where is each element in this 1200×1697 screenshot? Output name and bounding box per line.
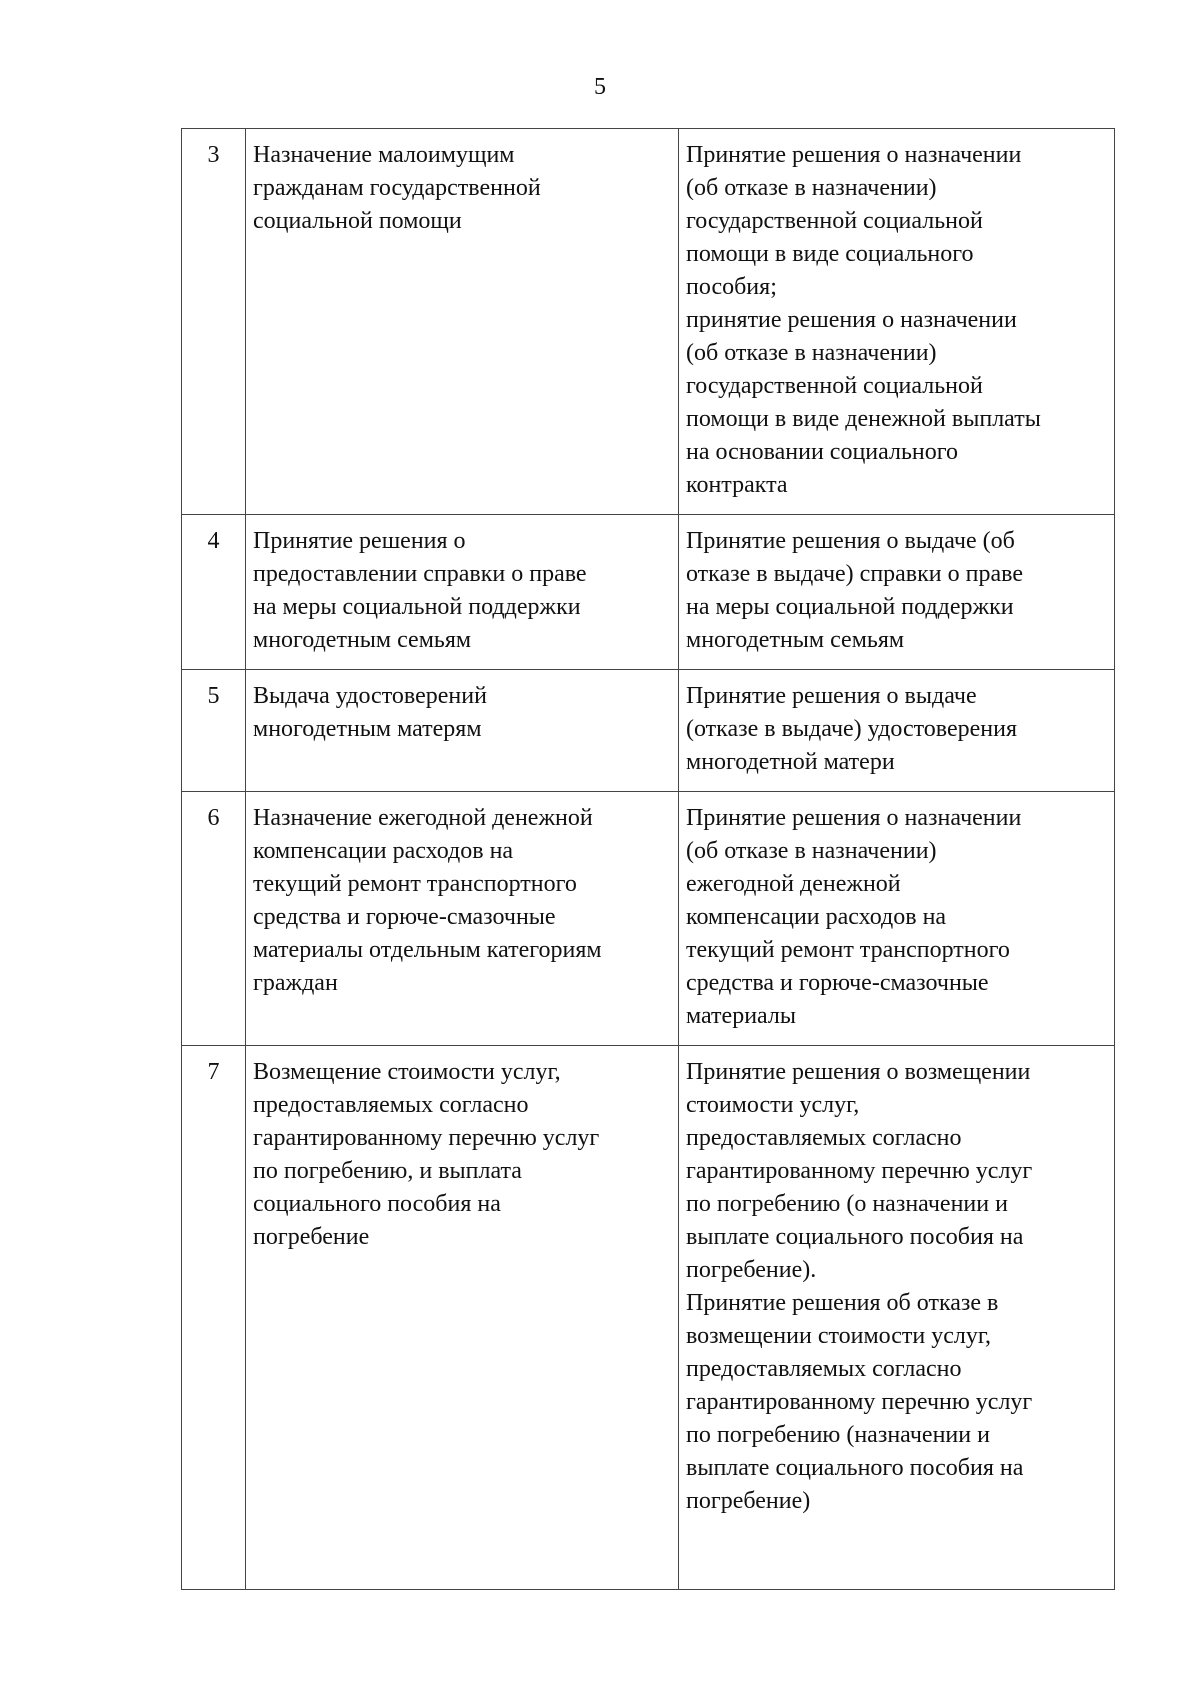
row-number: 5 [182,670,246,792]
service-result: Принятие решения о назначении (об отказе в назначении) ежегодной денежной компенсации расходов на текущий ремонт транспортного средства и горюче-смазочные материалы [679,792,1115,1046]
service-name: Назначение малоимущим гражданам государственной социальной помощи [246,129,679,515]
row-number: 7 [182,1046,246,1590]
row-number: 3 [182,129,246,515]
service-result: Принятие решения о выдаче (об отказе в выдаче) справки о праве на меры социальной поддержки многодетным семьям [679,515,1115,670]
page-number: 5 [594,74,606,100]
table-row [182,1046,1115,1590]
service-name: Возмещение стоимости услуг, предоставляемых согласно гарантированному перечню услуг по погребению, и выплата социального пособия на погребение [246,1046,679,1590]
service-name: Выдача удостоверений многодетным матерям [246,670,679,792]
service-result: Принятие решения о назначении (об отказе в назначении) государственной социальной помощи в виде социального пособия; принятие решения о назначении (об отказе в назначении) государственной социальной помощи в виде денежной выплаты на основании социального контракта [679,129,1115,515]
service-name: Принятие решения о предоставлении справки о праве на меры социальной поддержки многодетным семьям [246,515,679,670]
table-row [182,515,1115,670]
table-row [182,129,1115,515]
service-result: Принятие решения о выдаче (отказе в выдаче) удостоверения многодетной матери [679,670,1115,792]
service-result: Принятие решения о возмещении стоимости услуг, предоставляемых согласно гарантированному перечню услуг по погребению (о назначении и выплате социального пособия на погребение). Принятие решения об отказе в возмещении стоимости услуг, предоставляемых согласно гарантированному перечню услуг по погребению (назначении и выплате социального пособия на погребение) [679,1046,1115,1590]
service-name: Назначение ежегодной денежной компенсации расходов на текущий ремонт транспортного средства и горюче-смазочные материалы отдельным категориям граждан [246,792,679,1046]
services-table [181,128,1115,1590]
table-row [182,792,1115,1046]
row-number: 4 [182,515,246,670]
table-row [182,670,1115,792]
row-number: 6 [182,792,246,1046]
